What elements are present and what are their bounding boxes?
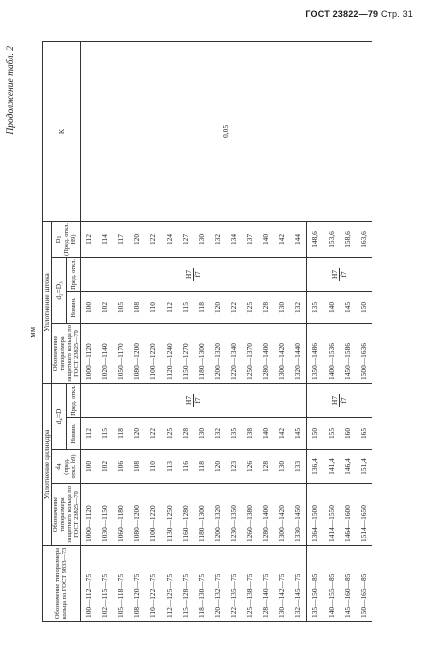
cyl-nominal: 165 — [356, 418, 372, 450]
ring-designation: 150—165—85 — [356, 546, 372, 622]
ring-designation: 118—130—75 — [194, 546, 210, 622]
rod-tolerance-fit: H7 f7 — [307, 257, 372, 291]
cyl-nominal: 138 — [242, 418, 258, 450]
cyl-nominal: 140 — [258, 418, 274, 450]
d4-value: 106 — [113, 450, 129, 484]
cyl-protective-ring: 1280—1400 — [258, 484, 274, 546]
D1-value: 153,6 — [323, 221, 339, 257]
d4-value: 126 — [242, 450, 258, 484]
cyl-protective-ring: 1060—1180 — [113, 484, 129, 546]
d4-value: 118 — [194, 450, 210, 484]
cyl-protective-ring: 1100—1220 — [145, 484, 161, 546]
D1-value: 112 — [80, 221, 97, 257]
cyl-nominal: 160 — [339, 418, 355, 450]
col-group-cylinder: Уплотнение цилиндра — [43, 383, 52, 545]
D1-value: 134 — [226, 221, 242, 257]
rod-protective-ring: 1450—1586 — [339, 323, 355, 383]
d4-value: 116 — [178, 450, 194, 484]
rod-protective-ring: 1350—1486 — [307, 323, 324, 383]
rod-nominal: 145 — [339, 291, 355, 323]
rod-nominal: 118 — [194, 291, 210, 323]
table-body — [80, 41, 371, 621]
col-rod-protective-ring: Обозначение типоразмера защитного кольца по ГОСТ 23825—79 — [51, 325, 80, 382]
D1-value: 144 — [290, 221, 307, 257]
d4-value: 151,4 — [356, 450, 372, 484]
cyl-protective-ring: 1364—1500 — [307, 484, 324, 546]
d4-value: 120 — [210, 450, 226, 484]
col-d4: d4 (пред. откл. h9) — [51, 450, 80, 484]
cyl-nominal: 115 — [97, 418, 113, 450]
D1-value: 163,6 — [356, 221, 372, 257]
cyl-nominal: 125 — [161, 418, 177, 450]
cyl-nominal: 145 — [290, 418, 307, 450]
cyl-protective-ring: 1080—1200 — [129, 484, 145, 546]
D1-value: 148,6 — [307, 221, 324, 257]
cyl-nominal: 130 — [194, 418, 210, 450]
rod-nominal: 102 — [97, 291, 113, 323]
rod-nominal: 112 — [161, 291, 177, 323]
unit-label: мм — [28, 326, 37, 338]
cyl-nominal: 132 — [210, 418, 226, 450]
cyl-protective-ring: 1030—1150 — [97, 484, 113, 546]
cyl-nominal: 118 — [113, 418, 129, 450]
d4-value: 141,4 — [323, 450, 339, 484]
cyl-nominal: 120 — [129, 418, 145, 450]
d4-value: 123 — [226, 450, 242, 484]
rod-nominal: 128 — [258, 291, 274, 323]
page-header — [305, 9, 413, 19]
col-cyl-tolerance: Пред. откл. — [66, 383, 80, 417]
d4-value: 108 — [129, 450, 145, 484]
rod-protective-ring: 1180—1300 — [194, 323, 210, 383]
d4-value: 130 — [274, 450, 290, 484]
page-number: Стр. 31 — [380, 9, 413, 19]
rod-protective-ring: 1150—1270 — [178, 323, 194, 383]
cyl-protective-ring: 1514—1650 — [356, 484, 372, 546]
D1-value: 132 — [210, 221, 226, 257]
rod-protective-ring: 1050—1170 — [113, 323, 129, 383]
col-D1: D1 (Пред. откл. H9) — [51, 221, 80, 257]
ring-designation: 102—115—75 — [97, 546, 113, 622]
col-d4-eq-D: d₄=D — [51, 383, 66, 449]
cyl-nominal: 155 — [323, 418, 339, 450]
rod-protective-ring: 1120—1240 — [161, 323, 177, 383]
d4-value: 146,4 — [339, 450, 355, 484]
rod-nominal: 115 — [178, 291, 194, 323]
rod-nominal: 110 — [145, 291, 161, 323]
D1-value: 130 — [194, 221, 210, 257]
cyl-protective-ring: 1464—1600 — [339, 484, 355, 546]
d4-value: 128 — [258, 450, 274, 484]
standard-number: ГОСТ 23822—79 — [305, 9, 379, 19]
ring-designation: 100—112—75 — [80, 546, 97, 622]
D1-value: 142 — [274, 221, 290, 257]
D1-value: 127 — [178, 221, 194, 257]
ring-designation: 110—122—75 — [145, 546, 161, 622]
rod-nominal: 120 — [210, 291, 226, 323]
ring-designation: 115—128—75 — [178, 546, 194, 622]
ring-designation: 130—142—75 — [274, 546, 290, 622]
ring-designation: 122—135—75 — [226, 546, 242, 622]
ring-designation: 135—150—85 — [307, 546, 324, 622]
D1-value: 114 — [97, 221, 113, 257]
cyl-nominal: 150 — [307, 418, 324, 450]
cyl-nominal: 142 — [274, 418, 290, 450]
rod-nominal: 125 — [242, 291, 258, 323]
cyl-tolerance-fit: H7 f7 — [80, 383, 306, 417]
rod-protective-ring: 1000—1120 — [80, 323, 97, 383]
col-ring-designation: Обозначение типоразмера кольца по ГОСТ 9833—73 — [43, 546, 81, 622]
k-value: 0,05 — [80, 41, 371, 221]
rod-tolerance-fit: H7 f7 — [80, 257, 306, 291]
col-k: K — [43, 41, 81, 221]
rod-nominal: 105 — [113, 291, 129, 323]
col-cyl-nominal: Номин. — [66, 418, 80, 450]
col-d2-eq-D3: d₂=D₃ — [51, 257, 66, 323]
ring-designation: 125—138—75 — [242, 546, 258, 622]
cyl-protective-ring: 1300—1420 — [274, 484, 290, 546]
col-group-rod: Уплотнение штока — [43, 221, 52, 383]
cyl-protective-ring: 1330—1450 — [290, 484, 307, 546]
d4-value: 100 — [80, 450, 97, 484]
rod-protective-ring: 1020—1140 — [97, 323, 113, 383]
rod-protective-ring: 1100—1220 — [145, 323, 161, 383]
cyl-nominal: 122 — [145, 418, 161, 450]
cyl-protective-ring: 1180—1300 — [194, 484, 210, 546]
rod-nominal: 100 — [80, 291, 97, 323]
ring-designation: 105—118—75 — [113, 546, 129, 622]
table-row — [80, 41, 97, 621]
rod-protective-ring: 1250—1370 — [242, 323, 258, 383]
table-caption: Продолжение табл. 2 — [6, 46, 16, 135]
D1-value: 140 — [258, 221, 274, 257]
cyl-protective-ring: 1200—1320 — [210, 484, 226, 546]
ring-designation: 132—145—75 — [290, 546, 307, 622]
d4-value: 110 — [145, 450, 161, 484]
col-rod-tolerance: Пред. откл. — [66, 257, 80, 291]
rod-nominal: 130 — [274, 291, 290, 323]
d4-value: 133 — [290, 450, 307, 484]
ring-designation: 140—155—85 — [323, 546, 339, 622]
cyl-nominal: 112 — [80, 418, 97, 450]
D1-value: 158,6 — [339, 221, 355, 257]
d4-value: 136,4 — [307, 450, 324, 484]
d4-value: 113 — [161, 450, 177, 484]
rod-nominal: 108 — [129, 291, 145, 323]
ring-designation: 128—140—75 — [258, 546, 274, 622]
ring-designation: 120—132—75 — [210, 546, 226, 622]
ring-designation: 108—120—75 — [129, 546, 145, 622]
rod-protective-ring: 1400—1536 — [323, 323, 339, 383]
D1-value: 120 — [129, 221, 145, 257]
cyl-protective-ring: 1130—1250 — [161, 484, 177, 546]
D1-value: 137 — [242, 221, 258, 257]
rod-nominal: 140 — [323, 291, 339, 323]
cyl-tolerance-fit: H7 f7 — [307, 383, 372, 417]
rod-nominal: 135 — [307, 291, 324, 323]
cyl-protective-ring: 1260—1380 — [242, 484, 258, 546]
rod-protective-ring: 1300—1420 — [274, 323, 290, 383]
rod-protective-ring: 1200—1320 — [210, 323, 226, 383]
rod-nominal: 132 — [290, 291, 307, 323]
rod-protective-ring: 1500—1636 — [356, 323, 372, 383]
D1-value: 122 — [145, 221, 161, 257]
rod-protective-ring: 1280—1400 — [258, 323, 274, 383]
col-rod-nominal: Номин. — [66, 291, 80, 323]
cyl-protective-ring: 1160—1280 — [178, 484, 194, 546]
cyl-nominal: 128 — [178, 418, 194, 450]
col-cyl-protective-ring: Обозначение типоразмера защитного кольца по ГОСТ 23825—79 — [51, 484, 80, 546]
ring-designation: 145—160—85 — [339, 546, 355, 622]
cyl-protective-ring: 1414—1550 — [323, 484, 339, 546]
rod-nominal: 150 — [356, 291, 372, 323]
cyl-protective-ring: 1000—1120 — [80, 484, 97, 546]
rod-nominal: 122 — [226, 291, 242, 323]
rotated-table-block — [6, 42, 416, 622]
D1-value: 124 — [161, 221, 177, 257]
rod-protective-ring: 1220—1340 — [226, 323, 242, 383]
cyl-protective-ring: 1230—1350 — [226, 484, 242, 546]
cyl-nominal: 135 — [226, 418, 242, 450]
rod-protective-ring: 1320—1440 — [290, 323, 307, 383]
D1-value: 117 — [113, 221, 129, 257]
rod-protective-ring: 1080—1200 — [129, 323, 145, 383]
ring-designation: 112—125—75 — [161, 546, 177, 622]
d4-value: 102 — [97, 450, 113, 484]
dimensions-table — [42, 41, 372, 622]
